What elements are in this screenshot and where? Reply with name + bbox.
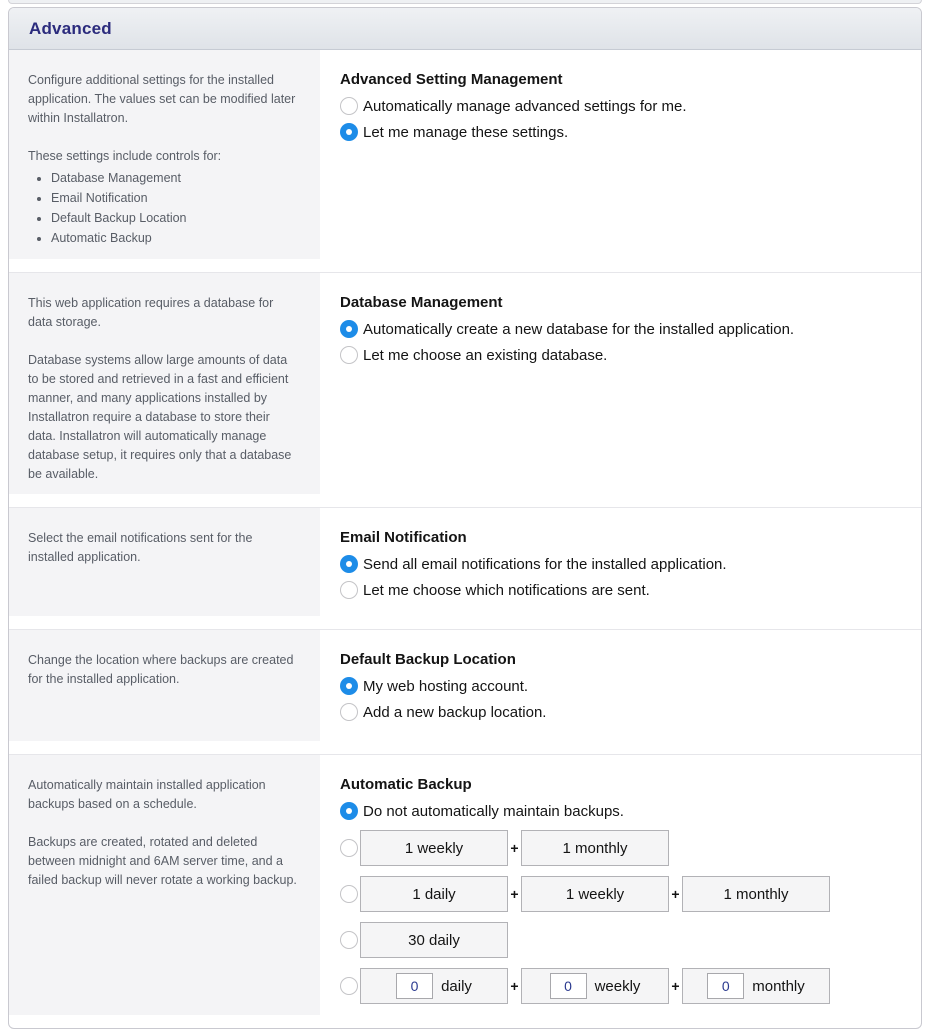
option-label[interactable]: Automatically manage advanced settings for me. (363, 97, 687, 115)
section-description (9, 50, 320, 259)
option-add-backup-location[interactable] (340, 703, 901, 721)
bullet-item: • Automatic Backup (51, 229, 300, 248)
option-label[interactable]: Send all email notifications for the installed application. (363, 555, 727, 573)
bullet-item: • Email Notification (51, 189, 300, 208)
section-controls (320, 50, 921, 272)
option-let-me-manage-settings[interactable] (340, 123, 901, 141)
option-label[interactable]: Do not automatically maintain backups. (363, 802, 624, 820)
unit-label: daily (441, 977, 472, 995)
option-send-all-notifications[interactable] (340, 555, 901, 573)
advanced-settings-panel (8, 7, 922, 1029)
description-paragraph: Database systems allow large amounts of data to be stored and retrieved in a fast and efficient manner, and many applications installed by Installatron require a database to store their data. Installatron will automatically manage database setup, it requires only that a database be available. (28, 353, 292, 481)
schedule-box-daily[interactable]: 1 daily (360, 876, 508, 912)
section-heading: Database Management (340, 294, 503, 311)
bullet-item: • Default Backup Location (51, 209, 300, 228)
section-controls (320, 630, 921, 754)
schedule-custom-daily (360, 968, 508, 1004)
section-heading: Advanced Setting Management (340, 71, 563, 88)
option-label[interactable]: My web hosting account. (363, 677, 529, 695)
option-web-hosting-account[interactable] (340, 677, 901, 695)
panel-header (9, 8, 921, 50)
radio-icon[interactable] (340, 703, 358, 721)
radio-icon[interactable] (340, 123, 358, 141)
description-paragraph: Configure additional settings for the installed application. The values set can be modified later within Installatron. (28, 73, 296, 125)
radio-icon[interactable] (340, 977, 358, 995)
unit-label: monthly (752, 977, 805, 995)
description-paragraph: Automatically maintain installed application backups based on a schedule. (28, 778, 266, 811)
section-description (9, 755, 320, 1015)
schedule-box-weekly[interactable]: 1 weekly (360, 830, 508, 866)
schedule-option-daily-weekly-monthly (340, 876, 901, 912)
option-label[interactable]: Add a new backup location. (363, 703, 547, 721)
description-paragraph: Backups are created, rotated and deleted between midnight and 6AM server time, and a failed backup will never rotate a working backup. (28, 835, 297, 887)
schedule-custom-monthly (682, 968, 830, 1004)
radio-icon[interactable] (340, 839, 358, 857)
option-label[interactable]: Let me choose an existing database. (363, 346, 608, 364)
schedule-option-custom (340, 968, 901, 1004)
weekly-count-input[interactable] (550, 973, 587, 999)
schedule-option-weekly-monthly (340, 830, 901, 866)
option-auto-create-database[interactable] (340, 320, 901, 338)
section-database-management (9, 272, 921, 507)
description-paragraph: This web application requires a database for data storage. (28, 296, 274, 329)
schedule-box-monthly[interactable]: 1 monthly (682, 876, 830, 912)
option-choose-existing-database[interactable] (340, 346, 901, 364)
section-description (9, 630, 320, 741)
option-choose-notifications[interactable] (340, 581, 901, 599)
radio-icon[interactable] (340, 97, 358, 115)
section-heading: Default Backup Location (340, 651, 516, 668)
option-label[interactable]: Automatically create a new database for the installed application. (363, 320, 795, 338)
plus-separator: + (671, 978, 680, 994)
section-description (9, 508, 320, 616)
schedule-option-30-daily (340, 922, 901, 958)
panel-title: Advanced (29, 18, 112, 38)
plus-separator: + (671, 886, 680, 902)
option-auto-manage-settings[interactable] (340, 97, 901, 115)
section-default-backup-location (9, 629, 921, 754)
section-email-notification (9, 507, 921, 629)
section-controls (320, 273, 921, 507)
schedule-box-30-daily[interactable]: 30 daily (360, 922, 508, 958)
radio-icon[interactable] (340, 320, 358, 338)
section-description (9, 273, 320, 494)
radio-icon[interactable] (340, 555, 358, 573)
section-heading: Automatic Backup (340, 776, 472, 793)
option-label[interactable]: Let me manage these settings. (363, 123, 569, 141)
schedule-box-weekly[interactable]: 1 weekly (521, 876, 669, 912)
plus-separator: + (510, 978, 519, 994)
bullet-item: • Database Management (51, 169, 300, 188)
section-automatic-backup (9, 754, 921, 1028)
radio-icon[interactable] (340, 931, 358, 949)
description-paragraph: Select the email notifications sent for the installed application. (28, 531, 253, 564)
option-label[interactable]: Let me choose which notifications are sent. (363, 581, 650, 599)
radio-icon[interactable] (340, 802, 358, 820)
schedule-box-monthly[interactable]: 1 monthly (521, 830, 669, 866)
radio-icon[interactable] (340, 677, 358, 695)
plus-separator: + (510, 840, 519, 856)
daily-count-input[interactable] (396, 973, 433, 999)
description-paragraph: Change the location where backups are created for the installed application. (28, 653, 294, 686)
description-list-intro: These settings include controls for: (28, 149, 222, 163)
description-bullet-list (28, 169, 300, 248)
plus-separator: + (510, 886, 519, 902)
radio-icon[interactable] (340, 581, 358, 599)
unit-label: weekly (594, 977, 641, 995)
previous-card-bottom-edge (8, 0, 922, 4)
radio-icon[interactable] (340, 885, 358, 903)
section-advanced-setting-management (9, 50, 921, 272)
schedule-custom-weekly (521, 968, 669, 1004)
section-heading: Email Notification (340, 529, 467, 546)
section-controls (320, 755, 921, 1028)
option-no-automatic-backups[interactable] (340, 802, 901, 820)
radio-icon[interactable] (340, 346, 358, 364)
section-controls (320, 508, 921, 629)
monthly-count-input[interactable] (707, 973, 744, 999)
